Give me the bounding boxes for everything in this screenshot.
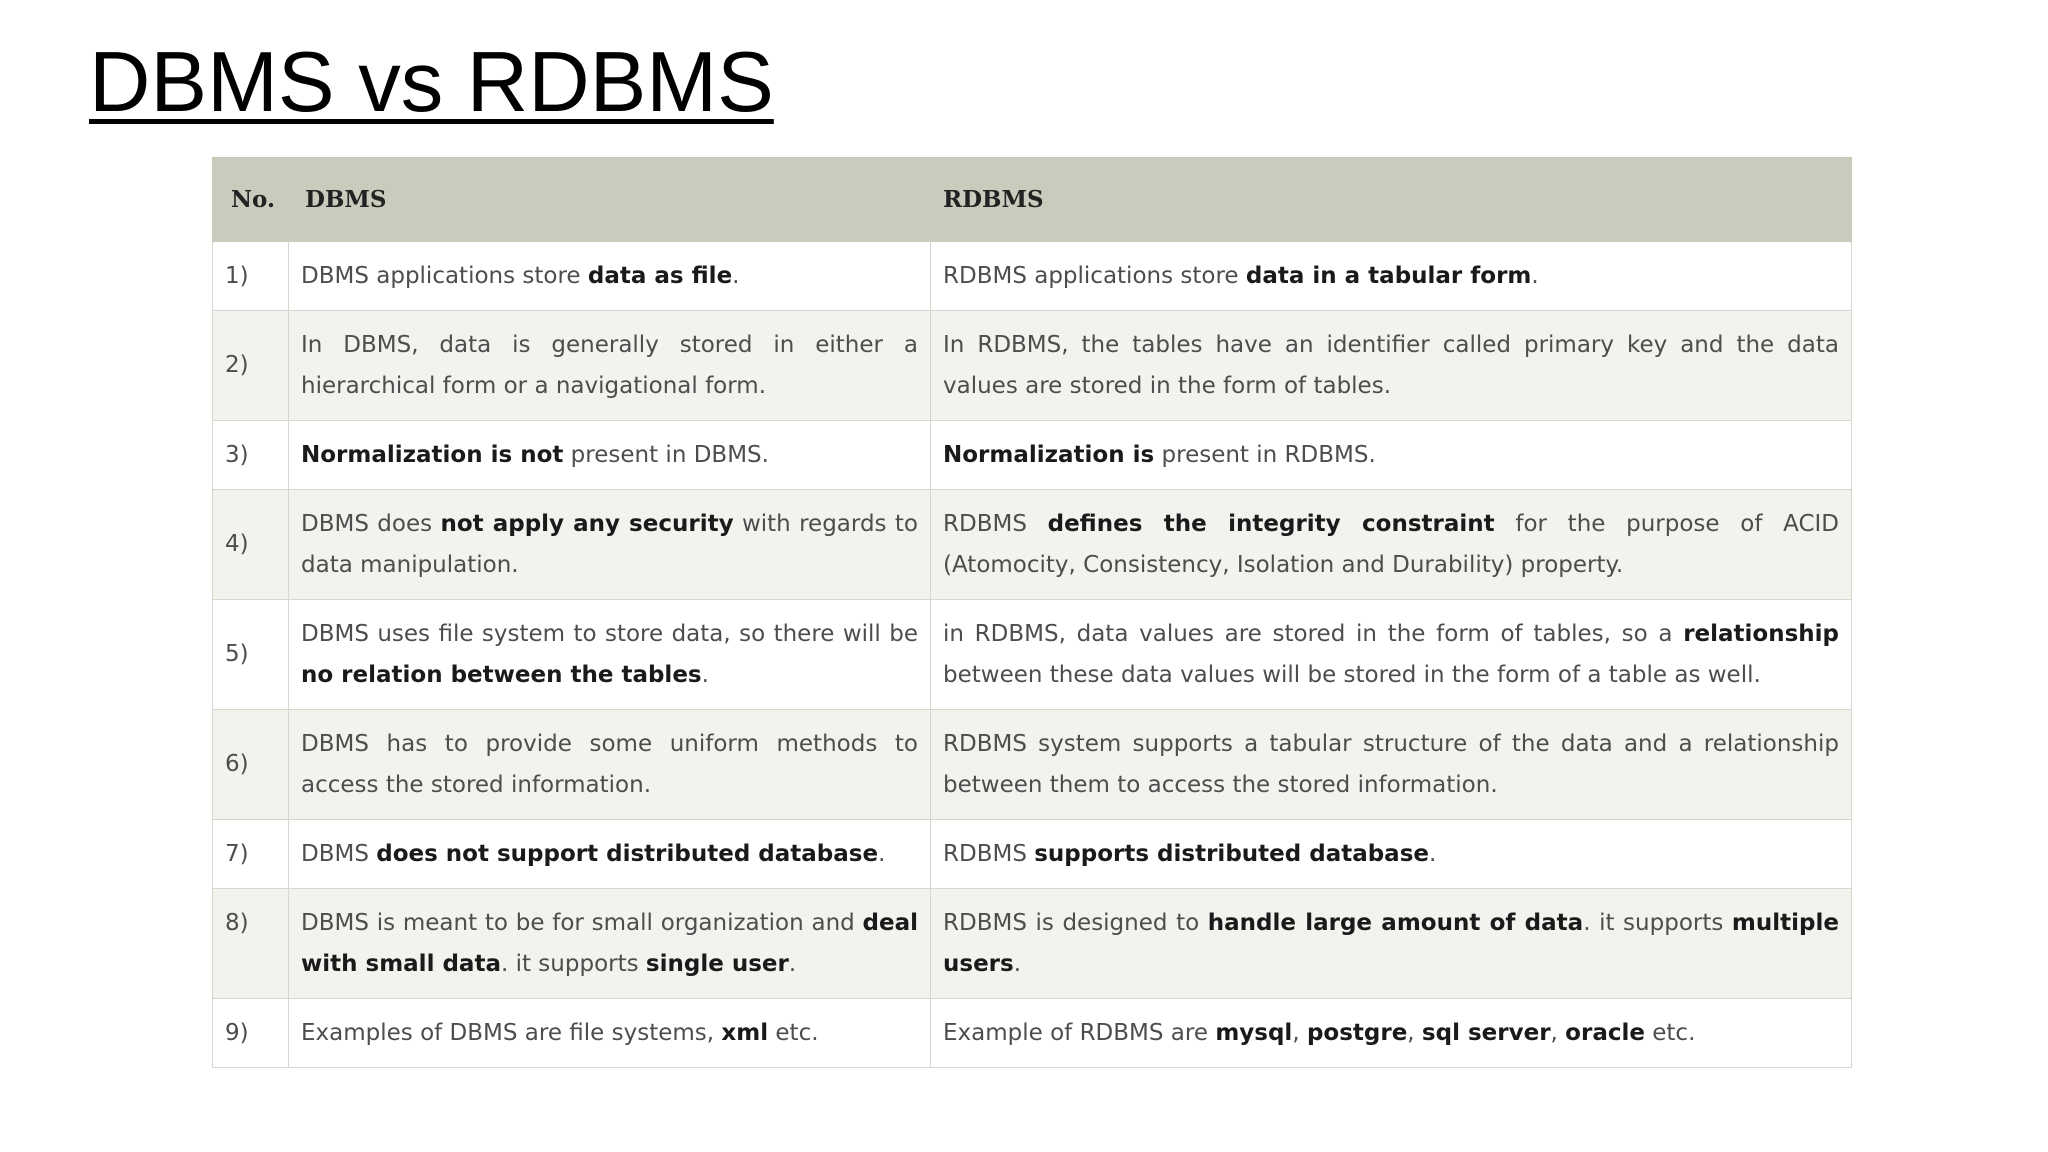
emphasized-text: handle large amount of data — [1207, 910, 1584, 936]
row-number: 9) — [213, 999, 289, 1068]
row-number: 2) — [213, 311, 289, 421]
dbms-cell: DBMS does not apply any security with regards to data manipulation. — [289, 490, 931, 600]
dbms-cell: In DBMS, data is generally stored in either a hierarchical form or a navigational form. — [289, 311, 931, 421]
row-number: 8) — [213, 889, 289, 999]
dbms-cell: DBMS has to provide some uniform methods to access the stored information. — [289, 710, 931, 820]
dbms-cell: DBMS does not support distributed database. — [289, 820, 931, 889]
table-row — [213, 242, 1852, 311]
dbms-cell: DBMS applications store data as file. — [289, 242, 931, 311]
header-dbms: DBMS — [289, 158, 931, 242]
emphasized-text: deal with small data — [301, 910, 918, 977]
header-no: No. — [213, 158, 289, 242]
table-row — [213, 490, 1852, 600]
table-row — [213, 889, 1852, 999]
header-rdbms: RDBMS — [931, 158, 1852, 242]
emphasized-text: supports distributed database — [1034, 840, 1429, 867]
emphasized-text: sql server — [1421, 1019, 1551, 1046]
emphasized-text: not apply any security — [440, 510, 734, 537]
emphasized-text: mysql — [1215, 1019, 1293, 1046]
emphasized-text: relationship — [1683, 620, 1839, 647]
row-number: 5) — [213, 600, 289, 710]
table-row — [213, 600, 1852, 710]
dbms-cell: DBMS uses file system to store data, so there will be no relation between the tables. — [289, 600, 931, 710]
rdbms-cell: RDBMS defines the integrity constraint for the purpose of ACID (Atomocity, Consistency, Isolation and Durability) property. — [931, 490, 1852, 600]
emphasized-text: no relation between the tables — [301, 661, 702, 688]
emphasized-text: data as file — [587, 262, 733, 289]
row-number: 7) — [213, 820, 289, 889]
emphasized-text: Normalization is not — [301, 441, 564, 468]
table-row — [213, 999, 1852, 1068]
emphasized-text: does not support distributed database — [376, 840, 879, 867]
row-number: 1) — [213, 242, 289, 311]
table-row — [213, 421, 1852, 490]
emphasized-text: Normalization is — [943, 441, 1155, 468]
table-row — [213, 710, 1852, 820]
dbms-cell: Examples of DBMS are file systems, xml etc. — [289, 999, 931, 1068]
emphasized-text: defines the integrity constraint — [1047, 510, 1495, 537]
emphasized-text: single user — [645, 951, 789, 977]
row-number: 4) — [213, 490, 289, 600]
table-row — [213, 311, 1852, 421]
row-number: 3) — [213, 421, 289, 490]
rdbms-cell: RDBMS supports distributed database. — [931, 820, 1852, 889]
table-row — [213, 820, 1852, 889]
rdbms-cell: RDBMS system supports a tabular structure of the data and a relationship between them to access the stored information. — [931, 710, 1852, 820]
rdbms-cell: Normalization is present in RDBMS. — [931, 421, 1852, 490]
rdbms-cell: in RDBMS, data values are stored in the form of tables, so a relationship between these data values will be stored in the form of a table as well. — [931, 600, 1852, 710]
table-header-row — [213, 158, 1852, 242]
row-number: 6) — [213, 710, 289, 820]
emphasized-text: xml — [721, 1019, 769, 1046]
rdbms-cell: In RDBMS, the tables have an identifier called primary key and the data values are stored in the form of tables. — [931, 311, 1852, 421]
emphasized-text: oracle — [1565, 1019, 1645, 1046]
rdbms-cell: Example of RDBMS are mysql, postgre, sql server, oracle etc. — [931, 999, 1852, 1068]
rdbms-cell: RDBMS is designed to handle large amount of data. it supports multiple users. — [931, 889, 1852, 999]
dbms-cell: DBMS is meant to be for small organization and deal with small data. it supports single user. — [289, 889, 931, 999]
emphasized-text: multiple users — [943, 910, 1839, 977]
rdbms-cell: RDBMS applications store data in a tabular form. — [931, 242, 1852, 311]
slide-title: DBMS vs RDBMS — [89, 35, 774, 130]
emphasized-text: data in a tabular form — [1245, 262, 1532, 289]
emphasized-text: postgre — [1306, 1019, 1408, 1046]
dbms-cell: Normalization is not present in DBMS. — [289, 421, 931, 490]
comparison-table — [212, 157, 1852, 1068]
